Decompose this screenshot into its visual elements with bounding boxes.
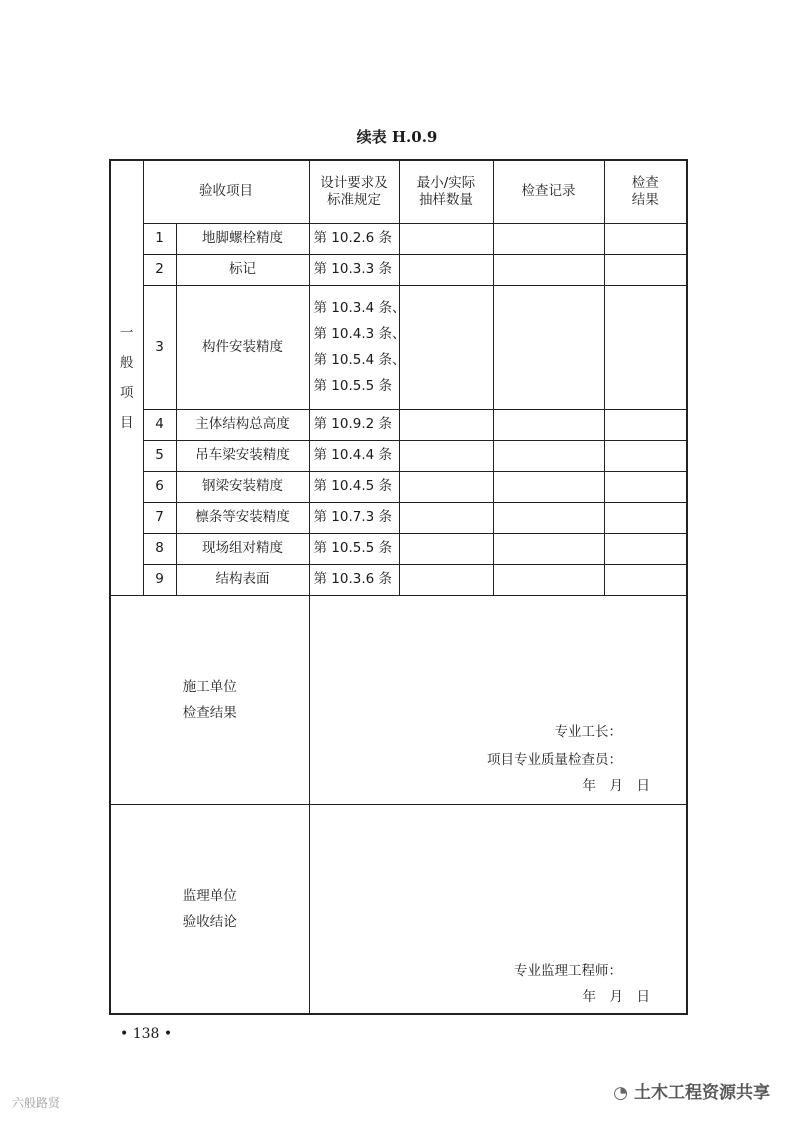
row-record-cell[interactable] bbox=[493, 502, 604, 533]
row-number: 3 bbox=[143, 285, 176, 409]
row-standard: 第 10.3.6 条 bbox=[309, 564, 399, 595]
construction-date-label: 年 月 日 bbox=[582, 777, 650, 794]
row-result-cell[interactable] bbox=[604, 471, 687, 502]
row-sample-cell[interactable] bbox=[399, 440, 493, 471]
row-item-name: 地脚螺栓精度 bbox=[176, 223, 309, 254]
row-record-cell[interactable] bbox=[493, 254, 604, 285]
foreman-label: 专业工长： bbox=[554, 723, 622, 740]
supervision-label-2: 验收结论 bbox=[182, 913, 237, 930]
supervising-engineer-label: 专业监理工程师： bbox=[514, 962, 622, 979]
row-sample-cell[interactable] bbox=[399, 502, 493, 533]
table-row bbox=[110, 223, 687, 254]
row-sample-cell[interactable] bbox=[399, 409, 493, 440]
construction-label: 施工单位 bbox=[182, 678, 237, 695]
row-number: 8 bbox=[143, 533, 176, 564]
table-row bbox=[110, 285, 687, 409]
row-record-cell[interactable] bbox=[493, 409, 604, 440]
row-sample-cell[interactable] bbox=[399, 564, 493, 595]
row-number: 5 bbox=[143, 440, 176, 471]
table-row bbox=[110, 254, 687, 285]
row-standard: 第 10.7.3 条 bbox=[309, 502, 399, 533]
header-sample: 最小/实际 抽样数量 bbox=[399, 160, 493, 223]
row-standard: 第 10.3.4 条、 第 10.4.3 条、 第 10.5.4 条、 第 10.5.5 条 bbox=[309, 285, 399, 409]
header-record: 检查记录 bbox=[493, 160, 604, 223]
row-result-cell[interactable] bbox=[604, 502, 687, 533]
page-number: • 138 • bbox=[120, 1026, 173, 1042]
row-item-name: 吊车梁安装精度 bbox=[176, 440, 309, 471]
row-record-cell[interactable] bbox=[493, 440, 604, 471]
row-record-cell[interactable] bbox=[493, 533, 604, 564]
construction-label-2: 检查结果 bbox=[182, 704, 237, 721]
quality-inspector-label: 项目专业质量检查员： bbox=[487, 751, 622, 768]
supervision-date-label: 年 月 日 bbox=[582, 988, 650, 1005]
row-standard: 第 10.4.4 条 bbox=[309, 440, 399, 471]
header-item: 验收项目 bbox=[143, 160, 309, 223]
table-title: 续表 H.0.9 bbox=[356, 128, 438, 146]
row-number: 7 bbox=[143, 502, 176, 533]
construction-sign-cell[interactable] bbox=[309, 595, 687, 804]
row-number: 6 bbox=[143, 471, 176, 502]
row-sample-cell[interactable] bbox=[399, 254, 493, 285]
row-record-cell[interactable] bbox=[493, 223, 604, 254]
supervision-row bbox=[110, 804, 687, 1014]
table-row bbox=[110, 502, 687, 533]
row-item-name: 钢梁安装精度 bbox=[176, 471, 309, 502]
table-row bbox=[110, 533, 687, 564]
header-result: 检查 结果 bbox=[604, 160, 687, 223]
group-label: 一 般 项 目 bbox=[120, 324, 134, 431]
table-row bbox=[110, 409, 687, 440]
row-standard: 第 10.5.5 条 bbox=[309, 533, 399, 564]
row-item-name: 构件安装精度 bbox=[176, 285, 309, 409]
wechat-icon: ◔ bbox=[613, 1083, 628, 1103]
row-item-name: 结构表面 bbox=[176, 564, 309, 595]
row-number: 2 bbox=[143, 254, 176, 285]
header-row bbox=[110, 160, 687, 223]
supervision-label-cell bbox=[110, 804, 309, 1014]
row-result-cell[interactable] bbox=[604, 440, 687, 471]
table-row bbox=[110, 471, 687, 502]
table-row bbox=[110, 440, 687, 471]
row-number: 4 bbox=[143, 409, 176, 440]
row-number: 9 bbox=[143, 564, 176, 595]
row-standard: 第 10.9.2 条 bbox=[309, 409, 399, 440]
table-row bbox=[110, 564, 687, 595]
row-item-name: 檩条等安装精度 bbox=[176, 502, 309, 533]
row-result-cell[interactable] bbox=[604, 533, 687, 564]
row-result-cell[interactable] bbox=[604, 254, 687, 285]
row-sample-cell[interactable] bbox=[399, 285, 493, 409]
row-standard: 第 10.3.3 条 bbox=[309, 254, 399, 285]
row-sample-cell[interactable] bbox=[399, 533, 493, 564]
row-sample-cell[interactable] bbox=[399, 223, 493, 254]
row-item-name: 主体结构总高度 bbox=[176, 409, 309, 440]
header-standard: 设计要求及 标准规定 bbox=[309, 160, 399, 223]
construction-row bbox=[110, 595, 687, 804]
row-record-cell[interactable] bbox=[493, 564, 604, 595]
construction-label-cell bbox=[110, 595, 309, 804]
supervision-sign-cell[interactable] bbox=[309, 804, 687, 1014]
row-result-cell[interactable] bbox=[604, 409, 687, 440]
row-item-name: 标记 bbox=[176, 254, 309, 285]
watermark-left: 六般路贤 bbox=[12, 1096, 61, 1110]
supervision-label: 监理单位 bbox=[182, 887, 237, 904]
row-standard: 第 10.4.5 条 bbox=[309, 471, 399, 502]
group-label-cell bbox=[110, 160, 143, 595]
row-sample-cell[interactable] bbox=[399, 471, 493, 502]
row-result-cell[interactable] bbox=[604, 285, 687, 409]
row-number: 1 bbox=[143, 223, 176, 254]
row-record-cell[interactable] bbox=[493, 471, 604, 502]
watermark-right: ◔ 土木工程资源共享 bbox=[613, 1083, 770, 1103]
row-record-cell[interactable] bbox=[493, 285, 604, 409]
row-standard: 第 10.2.6 条 bbox=[309, 223, 399, 254]
row-result-cell[interactable] bbox=[604, 223, 687, 254]
acceptance-form-table bbox=[109, 159, 688, 1015]
row-result-cell[interactable] bbox=[604, 564, 687, 595]
row-item-name: 现场组对精度 bbox=[176, 533, 309, 564]
